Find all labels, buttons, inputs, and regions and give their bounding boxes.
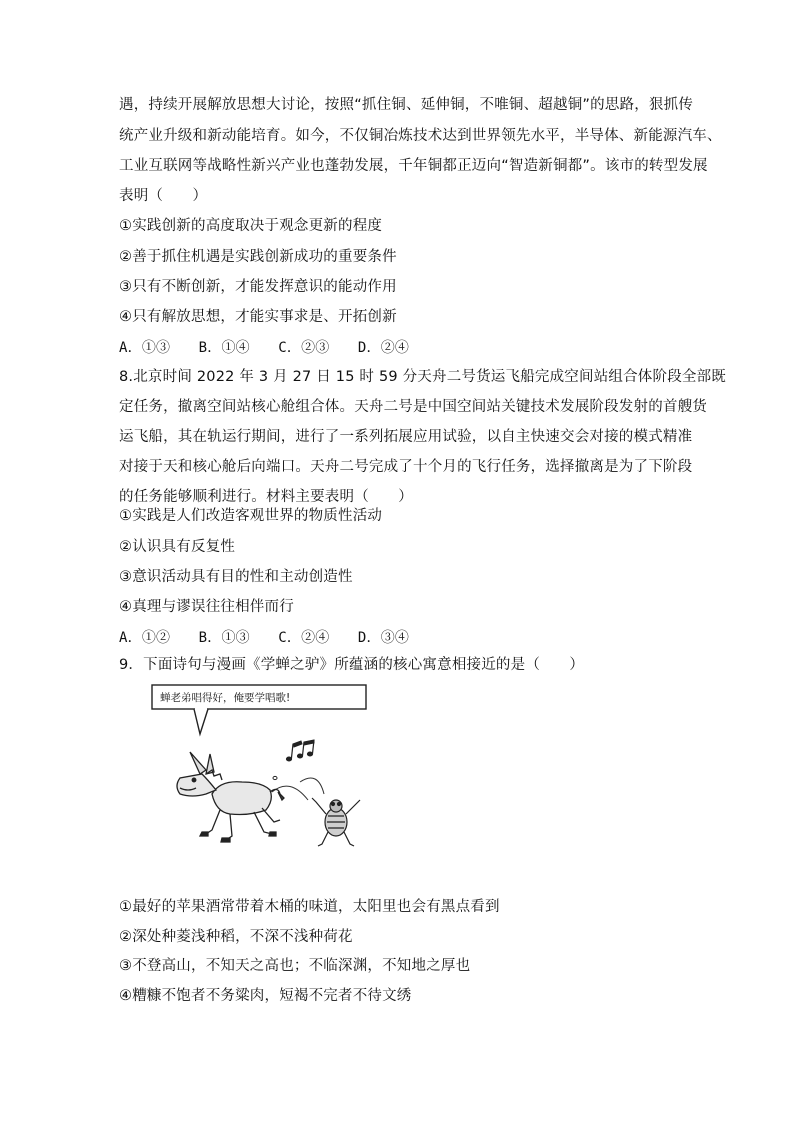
q9-option-2: ②深处种菱浅种稻，不深不浅种荷花 <box>119 929 353 945</box>
q7-choices: A．①③ B．①④ C．②③ D．②④ <box>119 340 410 356</box>
q8-option-4: ④真理与谬误往往相伴而行 <box>119 599 294 615</box>
q8-option-2: ②认识具有反复性 <box>119 539 236 555</box>
q7-stem-line-2: 统产业升级和新动能培育。如今，不仅铜冶炼技术达到世界领先水平，半导体、新能源汽车、 <box>119 128 722 144</box>
music-notes-icon <box>273 740 314 780</box>
q7-option-4: ④只有解放思想，才能实事求是、开拓创新 <box>119 309 397 325</box>
q7-option-2: ②善于抓住机遇是实践创新成功的重要条件 <box>119 249 397 265</box>
q7-stem-line-1: 遇，持续开展解放思想大讨论，按照“抓住铜、延伸铜，不唯铜、超越铜”的思路，狠抓传 <box>119 97 694 113</box>
donkey-illustration <box>177 752 284 842</box>
q8-stem-line-2: 定任务，撤离空间站核心舱组合体。天舟二号是中国空间站关键技术发展阶段发射的首艘货 <box>119 399 707 415</box>
q7-option-3: ③只有不断创新，才能发挥意识的能动作用 <box>119 279 397 295</box>
cicada-illustration <box>312 798 360 846</box>
motion-line <box>300 778 324 794</box>
q8-stem-line-4: 对接于天和核心舱后向端口。天舟二号完成了十个月的飞行任务，选择撤离是为了下阶段 <box>119 459 693 475</box>
q8-choices: A．①② B．①③ C．②④ D．③④ <box>119 630 410 646</box>
q8-option-1: ①实践是人们改造客观世界的物质性活动 <box>119 508 383 524</box>
cartoon-caption: 蝉老弟唱得好，俺要学唱歌! <box>160 692 291 704</box>
q8-stem-line-3: 运飞船，其在轨运行期间，进行了一系列拓展应用试验，以自主快速交会对接的模式精准 <box>119 429 693 445</box>
q9-option-4: ④糟糠不饱者不务粱肉，短褐不完者不待文绣 <box>119 988 412 1004</box>
q9-option-3: ③不登高山，不知天之高也；不临深渊，不知地之厚也 <box>119 958 471 974</box>
q7-option-1: ①实践创新的高度取决于观念更新的程度 <box>119 218 383 234</box>
motion-line <box>272 786 308 800</box>
q7-stem-line-4: 表明（ ） <box>119 188 208 204</box>
donkey-cicada-cartoon <box>150 682 372 860</box>
q8-stem-line-1: 8.北京时间 2022 年 3 月 27 日 15 时 59 分天舟二号货运飞船完成空间站组合体阶段全部既 <box>119 369 727 385</box>
q7-stem-line-3: 工业互联网等战略性新兴产业也蓬勃发展，千年铜都正迈向“智造新铜都”。该市的转型发展 <box>119 158 708 174</box>
q8-stem-line-5: 的任务能够顺利进行。材料主要表明（ ） <box>119 489 413 505</box>
q9-stem: 9．下面诗句与漫画《学蝉之驴》所蕴涵的核心寓意相接近的是（ ） <box>119 657 585 673</box>
q9-option-1: ①最好的苹果酒常带着木桶的味道，太阳里也会有黑点看到 <box>119 899 500 915</box>
q8-option-3: ③意识活动具有目的性和主动创造性 <box>119 569 353 585</box>
speech-bubble-tail <box>194 709 208 734</box>
